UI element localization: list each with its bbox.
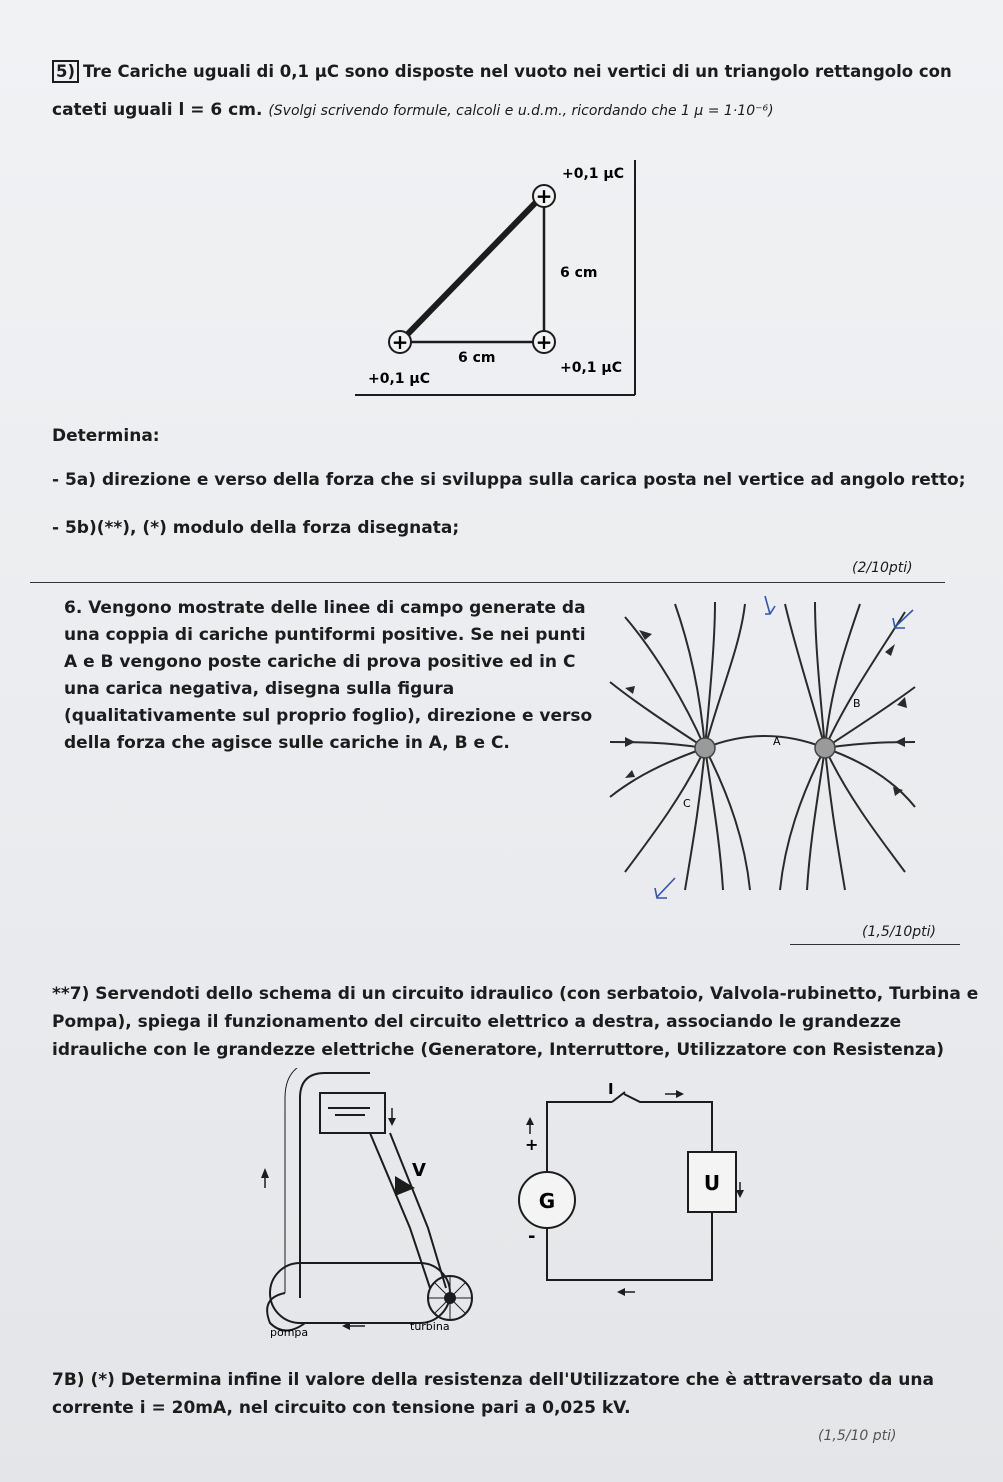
pen-mark-bottom	[655, 878, 675, 898]
q7-line: idrauliche con le grandezze elettriche (Generatore, Interruttore, Utilizzatore con Resistenza)	[52, 1040, 945, 1060]
q7b-points: (1,5/10 pti)	[818, 1428, 897, 1444]
label-charge-right: +0,1 µC	[560, 360, 622, 376]
divider-q6	[790, 944, 960, 945]
divider-q5-q6	[30, 582, 945, 583]
q5-line1-text: Tre Cariche uguali di 0,1 µC sono disposte nel vuoto nei vertici di un triangolo rettangolo con	[83, 62, 952, 81]
q6-line: A e B vengono poste cariche di prova positive ed in C	[64, 652, 576, 672]
charge-top	[533, 184, 555, 208]
arrow-current-right	[676, 1090, 684, 1098]
user-label: U	[703, 1171, 721, 1195]
wire-top-right	[624, 1094, 712, 1152]
return-loop	[270, 1263, 450, 1323]
pump-body	[267, 1293, 305, 1331]
q6-line: (qualitativamente sul proprio foglio), direzione e verso	[64, 706, 593, 726]
generator-label: G	[538, 1189, 556, 1213]
field-lines-figure	[605, 592, 950, 902]
minus-label: -	[528, 1226, 536, 1247]
source-charge-right	[815, 738, 835, 758]
pen-mark-right	[893, 610, 913, 628]
hydraulic-circuit	[250, 1068, 490, 1343]
pipe-riser	[300, 1073, 370, 1298]
switch-blade	[612, 1092, 625, 1102]
q6-points: (1,5/10pti)	[862, 924, 936, 940]
tank	[320, 1093, 385, 1133]
q7b-line1: 7B) (*) Determina infine il valore della resistenza dell'Utilizzatore che è attraversato da una	[52, 1370, 934, 1390]
wire-left-top	[547, 1102, 612, 1180]
hypotenuse	[400, 196, 542, 342]
q5-line2-bold: cateti uguali l = 6 cm.	[52, 100, 263, 120]
arrow-user-down	[736, 1190, 744, 1198]
arrow-up	[261, 1168, 269, 1178]
q7-line: **7) Servendoti dello schema di un circuito idraulico (con serbatoio, Valvola-rubinetto, Turbina e	[52, 984, 979, 1004]
label-side-vertical: 6 cm	[560, 265, 598, 281]
field-lines	[610, 602, 915, 890]
q7b-line2: corrente i = 20mA, nel circuito con tensione pari a 0,025 kV.	[52, 1398, 631, 1418]
q5-determina: Determina:	[52, 426, 160, 446]
field-arrowheads	[625, 630, 907, 796]
triangle-figure	[340, 150, 660, 400]
q6-line: 6. Vengono mostrate delle linee di campo generate da	[64, 598, 586, 618]
point-a-label: A	[773, 735, 781, 748]
q6-line: della forza che agisce sulle cariche in A, B e C.	[64, 733, 510, 753]
wire-bottom	[547, 1212, 712, 1280]
q5-line2-italic: (Svolgi scrivendo formule, calcoli e u.d.m., ricordando che 1 µ = 1·10⁻⁶)	[268, 103, 774, 119]
q5-number: 5)	[52, 60, 79, 83]
source-charge-left	[695, 738, 715, 758]
charge-left	[389, 330, 411, 354]
turbine-label: turbina	[410, 1320, 450, 1333]
plus-label: +	[525, 1135, 539, 1154]
pump-label: pompa	[270, 1326, 309, 1339]
charge-right-angle	[533, 330, 555, 354]
point-c-label: C	[683, 797, 691, 810]
svg-text:+: +	[391, 330, 409, 354]
svg-text:+: +	[535, 330, 553, 354]
arrow-current-up	[526, 1117, 534, 1125]
q5-line2	[52, 98, 774, 123]
label-charge-left: +0,1 µC	[368, 371, 430, 387]
q7-line: Pompa), spiega il funzionamento del circuito elettrico a destra, associando le grandezze	[52, 1012, 902, 1032]
arrow-down	[388, 1118, 396, 1126]
arrow-current-left	[617, 1288, 625, 1296]
q5-part-b: - 5b)(**), (*) modulo della forza disegnata;	[52, 518, 460, 538]
q5-points: (2/10pti)	[852, 560, 913, 576]
point-b-label: B	[853, 697, 861, 710]
pipe-down-inner	[390, 1133, 446, 1288]
label-side-horizontal: 6 cm	[458, 350, 496, 366]
q5-part-a: - 5a) direzione e verso della forza che si sviluppa sulla carica posta nel vertice ad angolo retto;	[52, 470, 966, 490]
q6-line: una carica negativa, disegna sulla figura	[64, 679, 455, 699]
electric-circuit	[500, 1072, 760, 1342]
valve-label: V	[412, 1160, 426, 1181]
q5-line1	[52, 60, 952, 84]
pen-mark-top	[765, 596, 775, 614]
switch-label: I	[608, 1080, 614, 1098]
svg-text:+: +	[535, 184, 553, 208]
q6-line: una coppia di cariche puntiformi positive. Se nei punti	[64, 625, 586, 645]
label-charge-top: +0,1 µC	[562, 166, 624, 182]
